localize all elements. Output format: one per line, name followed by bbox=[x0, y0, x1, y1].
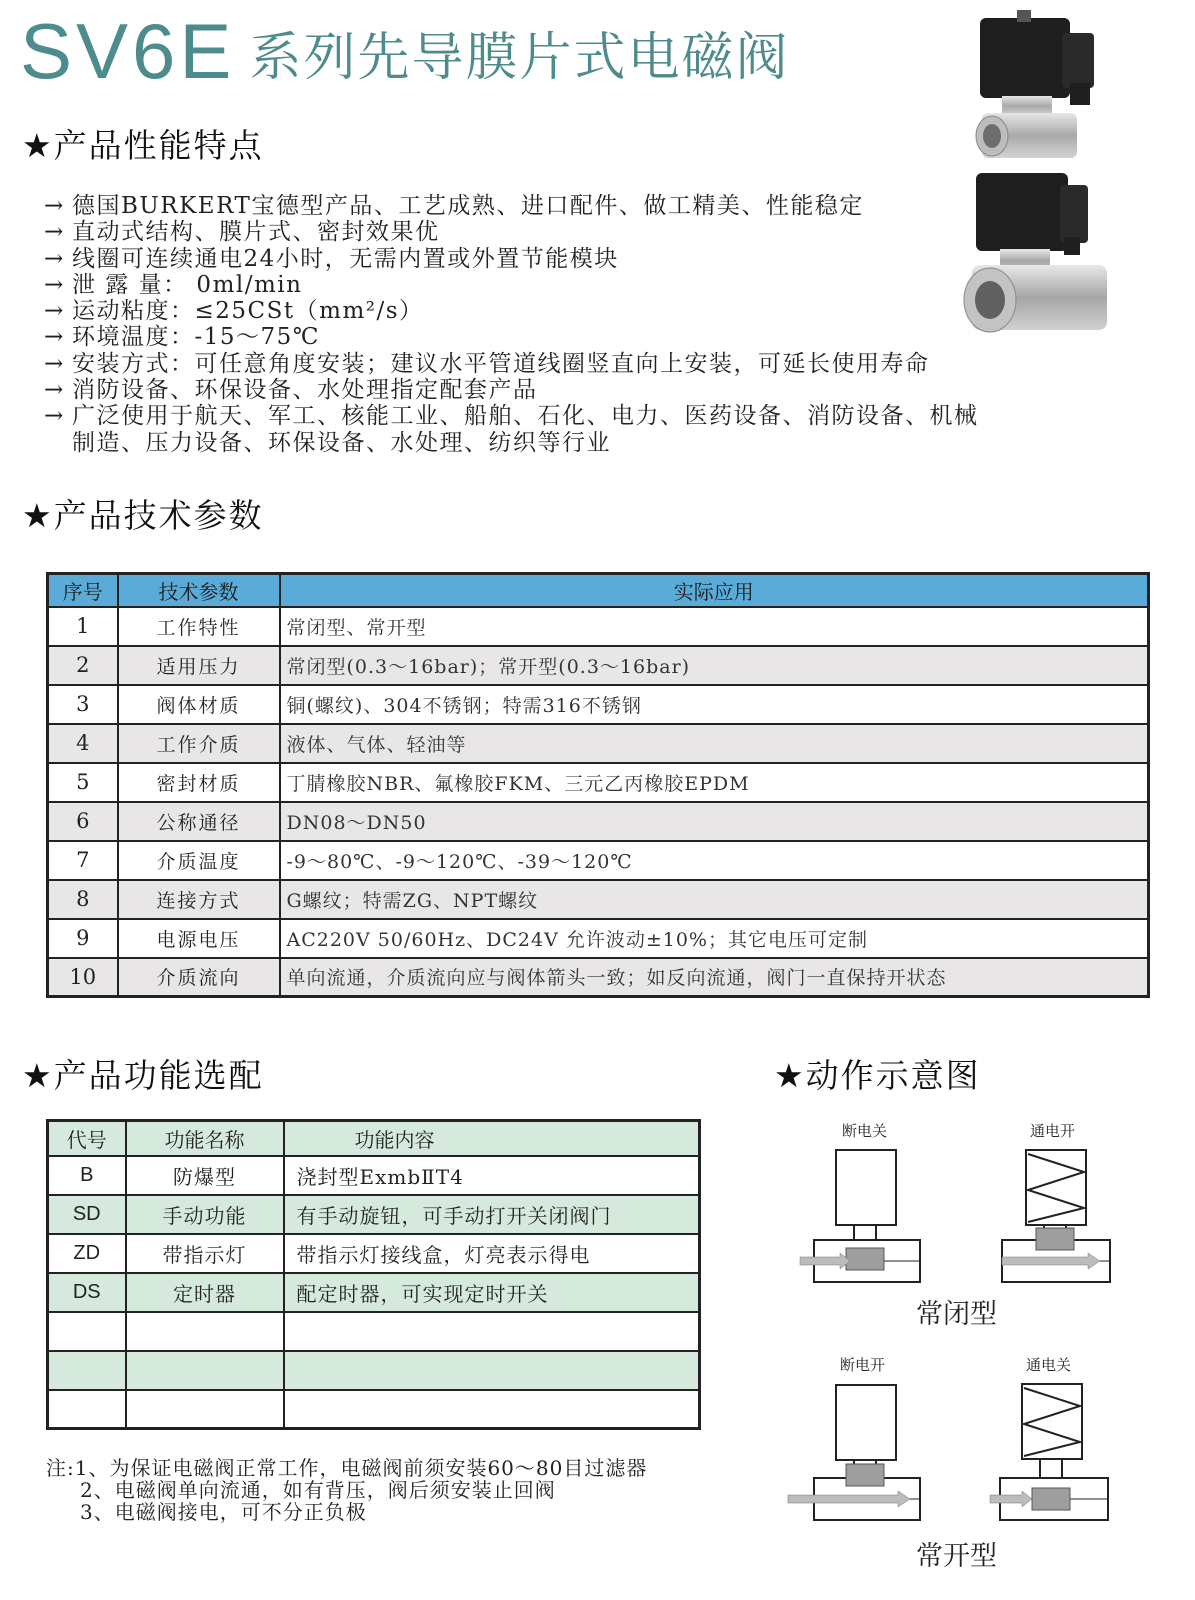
page-title bbox=[20, 7, 790, 95]
table-row bbox=[48, 802, 1149, 841]
note-line: 3、电磁阀接电，可不分正负极 bbox=[80, 1500, 367, 1524]
table-row bbox=[48, 646, 1149, 685]
feature-item bbox=[44, 377, 1154, 403]
feature-item bbox=[44, 219, 1154, 245]
param-name: 密封材质 bbox=[118, 763, 280, 802]
param-name: 介质温度 bbox=[118, 841, 280, 880]
option-name: 手动功能 bbox=[126, 1195, 284, 1234]
param-name: 工作介质 bbox=[118, 724, 280, 763]
row-number: 8 bbox=[48, 880, 118, 919]
feature-text: 线圈可连续通电24小时，无需内置或外置节能模块 bbox=[72, 245, 619, 272]
option-code: SD bbox=[48, 1195, 126, 1234]
feature-item bbox=[44, 298, 1154, 324]
no-on-valve bbox=[990, 1384, 1108, 1520]
table-row bbox=[48, 880, 1149, 919]
option-desc bbox=[284, 1351, 700, 1390]
param-name: 电源电压 bbox=[118, 919, 280, 958]
option-code: DS bbox=[48, 1273, 126, 1312]
diagram-heading: ★动作示意图 bbox=[774, 1056, 981, 1095]
feature-text: 德国BURKERT宝德型产品、工艺成熟、进口配件、做工精美、性能稳定 bbox=[72, 193, 864, 219]
feature-item bbox=[44, 351, 1154, 377]
arrow-icon: → bbox=[44, 324, 65, 351]
no-off-label: 断电开 bbox=[840, 1356, 886, 1374]
row-number: 9 bbox=[48, 919, 118, 958]
feature-text: 安装方式：可任意角度安装；建议水平管道线圈竖直向上安装，可延长使用寿命 bbox=[72, 350, 930, 377]
table-row bbox=[48, 607, 1149, 646]
option-code: ZD bbox=[48, 1234, 126, 1273]
feature-item bbox=[44, 324, 1154, 350]
param-name: 介质流向 bbox=[118, 958, 280, 997]
param-name: 适用压力 bbox=[118, 646, 280, 685]
nc-off-valve bbox=[800, 1150, 920, 1282]
feature-text: 广泛使用于航天、军工、核能工业、船舶、石化、电力、医药设备、消防设备、机械 bbox=[72, 403, 979, 430]
tech-table bbox=[46, 572, 1150, 998]
nc-on-label: 通电开 bbox=[1030, 1122, 1076, 1140]
table-row bbox=[48, 958, 1149, 997]
no-on-label: 通电关 bbox=[1026, 1356, 1072, 1374]
row-number: 4 bbox=[48, 724, 118, 763]
option-code bbox=[48, 1312, 126, 1351]
column-header: 功能内容 bbox=[284, 1121, 700, 1156]
no-type-label: 常开型 bbox=[916, 1541, 997, 1572]
note-line: 注:1、为保证电磁阀正常工作，电磁阀前须安装60～80目过滤器 bbox=[46, 1456, 648, 1480]
option-desc: 带指示灯接线盒，灯亮表示得电 bbox=[284, 1234, 700, 1273]
param-value: G螺纹；特需ZG、NPT螺纹 bbox=[280, 880, 1149, 919]
arrow-icon: → bbox=[44, 271, 65, 298]
feature-text: 运动粘度：≤25CSt（mm²/s） bbox=[72, 298, 424, 325]
param-value: -9～80℃、-9～120℃、-39～120℃ bbox=[280, 841, 1149, 880]
title-name: 系列先导膜片式电磁阀 bbox=[249, 28, 790, 88]
table-row bbox=[48, 763, 1149, 802]
nc-on-valve bbox=[1002, 1150, 1110, 1282]
param-value: 丁腈橡胶NBR、氟橡胶FKM、三元乙丙橡胶EPDM bbox=[280, 763, 1149, 802]
param-name: 工作特性 bbox=[118, 607, 280, 646]
table-row bbox=[48, 1390, 700, 1429]
feature-item bbox=[44, 403, 1154, 429]
option-desc: 有手动旋钮，可手动打开关闭阀门 bbox=[284, 1195, 700, 1234]
row-number: 2 bbox=[48, 646, 118, 685]
table-row bbox=[48, 1195, 700, 1234]
feature-list bbox=[44, 193, 1154, 456]
option-desc: 浇封型ExmbⅡT4 bbox=[284, 1156, 700, 1195]
nc-type-label: 常闭型 bbox=[916, 1299, 997, 1330]
features-heading: ★产品性能特点 bbox=[22, 126, 264, 165]
option-header-row bbox=[48, 1121, 700, 1156]
no-off-valve bbox=[788, 1385, 920, 1520]
option-code: B bbox=[48, 1156, 126, 1195]
param-value: 常闭型、常开型 bbox=[280, 607, 1149, 646]
arrow-icon: → bbox=[44, 350, 65, 377]
table-row bbox=[48, 841, 1149, 880]
table-row bbox=[48, 1273, 700, 1312]
param-name: 阀体材质 bbox=[118, 685, 280, 724]
note-line: 2、电磁阀单向流通，如有背压，阀后须安装止回阀 bbox=[80, 1478, 556, 1502]
feature-continuation: 制造、压力设备、环保设备、水处理、纺织等行业 bbox=[72, 429, 611, 456]
row-number: 5 bbox=[48, 763, 118, 802]
column-header: 代号 bbox=[48, 1121, 126, 1156]
param-value: AC220V 50/60Hz、DC24V 允许波动±10%；其它电压可定制 bbox=[280, 919, 1149, 958]
arrow-icon: → bbox=[44, 193, 65, 219]
column-header: 功能名称 bbox=[126, 1121, 284, 1156]
table-row bbox=[48, 1156, 700, 1195]
options-heading: ★产品功能选配 bbox=[22, 1056, 264, 1095]
table-row bbox=[48, 1351, 700, 1390]
row-number: 10 bbox=[48, 958, 118, 997]
option-desc bbox=[284, 1312, 700, 1351]
option-code bbox=[48, 1390, 126, 1429]
action-diagram bbox=[770, 1100, 1195, 1600]
option-name: 带指示灯 bbox=[126, 1234, 284, 1273]
param-name: 公称通径 bbox=[118, 802, 280, 841]
arrow-icon: → bbox=[44, 245, 65, 272]
table-row bbox=[48, 1312, 700, 1351]
arrow-icon: → bbox=[44, 298, 65, 325]
tech-header-row bbox=[48, 574, 1149, 607]
column-header: 序号 bbox=[48, 574, 118, 607]
tech-heading: ★产品技术参数 bbox=[22, 496, 264, 535]
row-number: 3 bbox=[48, 685, 118, 724]
title-model: SV6E bbox=[20, 7, 236, 95]
option-code bbox=[48, 1351, 126, 1390]
column-header: 实际应用 bbox=[280, 574, 1149, 607]
arrow-icon: → bbox=[44, 377, 65, 404]
feature-text: 消防设备、环保设备、水处理指定配套产品 bbox=[72, 377, 538, 404]
option-name: 定时器 bbox=[126, 1273, 284, 1312]
feature-text: 直动式结构、膜片式、密封效果优 bbox=[72, 219, 440, 246]
param-value: 液体、气体、轻油等 bbox=[280, 724, 1149, 763]
arrow-icon: → bbox=[44, 403, 65, 430]
option-table bbox=[46, 1119, 701, 1430]
feature-item bbox=[44, 246, 1154, 272]
option-desc bbox=[284, 1390, 700, 1429]
feature-text: 泄 露 量： 0ml/min bbox=[72, 271, 303, 298]
nc-off-label: 断电关 bbox=[842, 1122, 888, 1140]
param-value: DN08～DN50 bbox=[280, 802, 1149, 841]
row-number: 7 bbox=[48, 841, 118, 880]
arrow-icon: → bbox=[44, 219, 65, 246]
column-header: 技术参数 bbox=[118, 574, 280, 607]
row-number: 6 bbox=[48, 802, 118, 841]
table-row bbox=[48, 919, 1149, 958]
table-row bbox=[48, 724, 1149, 763]
feature-item bbox=[44, 272, 1154, 298]
option-name bbox=[126, 1351, 284, 1390]
diagram-graphic bbox=[770, 1100, 1195, 1600]
param-name: 连接方式 bbox=[118, 880, 280, 919]
valve-image-top bbox=[972, 8, 1112, 163]
feature-item bbox=[44, 193, 1154, 219]
row-number: 1 bbox=[48, 607, 118, 646]
table-row bbox=[48, 685, 1149, 724]
param-value: 铜(螺纹)、304不锈钢；特需316不锈钢 bbox=[280, 685, 1149, 724]
option-name: 防爆型 bbox=[126, 1156, 284, 1195]
option-desc: 配定时器，可实现定时开关 bbox=[284, 1273, 700, 1312]
param-value: 单向流通，介质流向应与阀体箭头一致；如反向流通，阀门一直保持开状态 bbox=[280, 958, 1149, 997]
table-row bbox=[48, 1234, 700, 1273]
option-name bbox=[126, 1312, 284, 1351]
param-value: 常闭型(0.3～16bar)；常开型(0.3～16bar) bbox=[280, 646, 1149, 685]
feature-text: 环境温度：-15～75℃ bbox=[72, 324, 321, 351]
option-name bbox=[126, 1390, 284, 1429]
notes bbox=[46, 1457, 647, 1523]
